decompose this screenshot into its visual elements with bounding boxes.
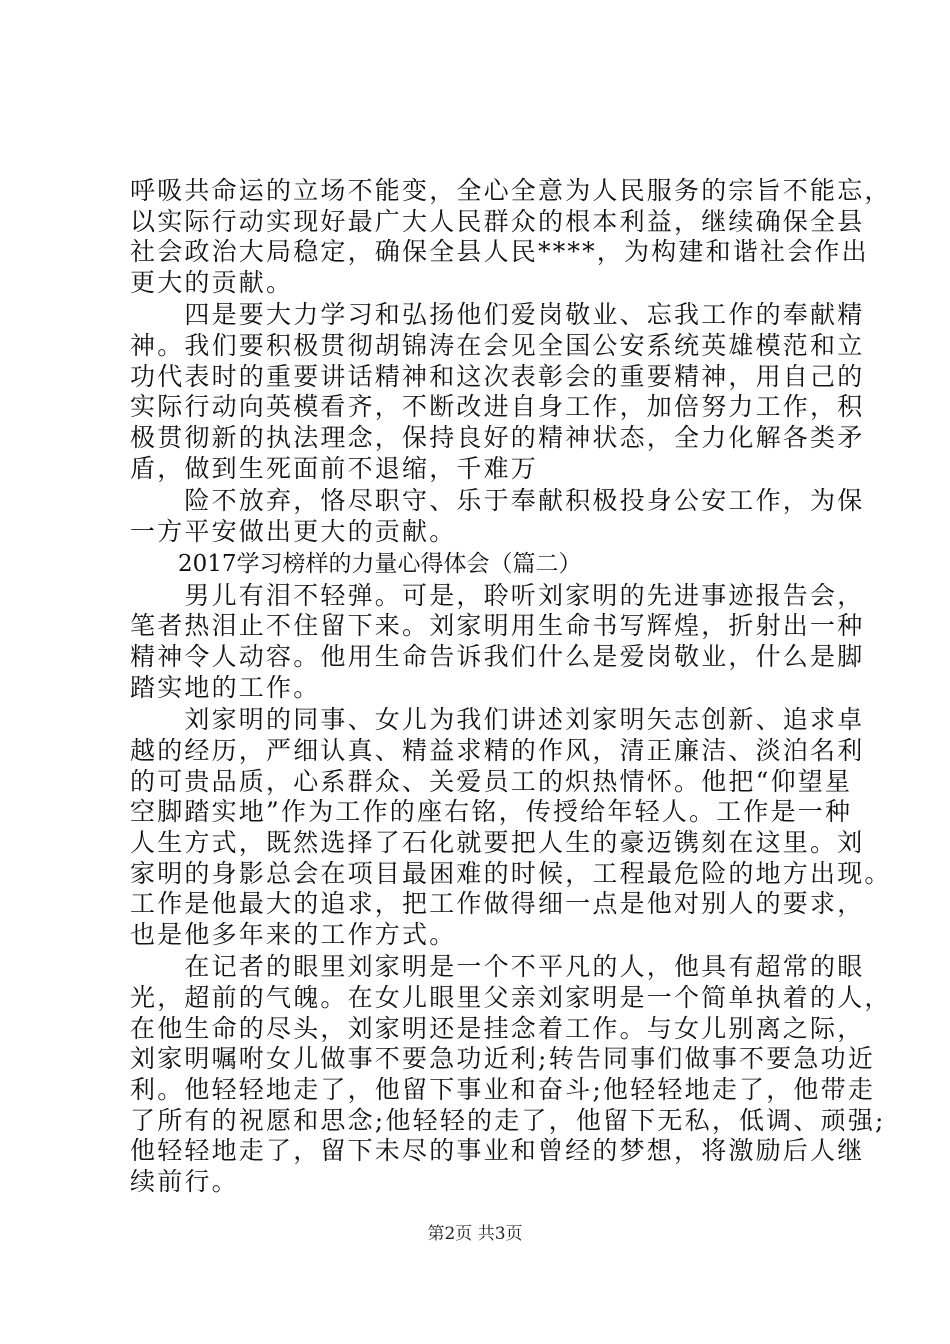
text-line: 踏实地的工作。 (130, 673, 321, 702)
text-line: 男儿有泪不轻弹。可是，聆听刘家明的先进事迹报告会， (130, 581, 865, 610)
text-line: 在记者的眼里刘家明是一个不平凡的人，他具有超常的眼 (130, 952, 865, 981)
text-line: 以实际行动实现好最广大人民群众的根本利益，继续确保全县 (130, 207, 865, 236)
text-line: 也是他多年来的工作方式。 (130, 920, 457, 949)
text-line: 精神令人动容。他用生命告诉我们什么是爱岗敬业，什么是脚 (130, 642, 865, 671)
text-line: 四是要大力学习和弘扬他们爱岗敬业、忘我工作的奉献精 (130, 300, 865, 329)
text-line: 社会政治大局稳定，确保全县人民****，为构建和谐社会作出 (130, 237, 869, 266)
text-line: 的可贵品质，心系群众、关爱员工的炽热情怀。他把“仰望星 (130, 767, 853, 796)
text-line: 实际行动向英模看齐，不断改进自身工作，加倍努力工作，积 (130, 392, 865, 421)
text-line: 刘家明嘱咐女儿做事不要急功近利;转告同事们做事不要急功近 (130, 1044, 876, 1073)
text-line: 险不放弃，恪尽职守、乐于奉献积极投身公安工作，为保 (130, 486, 865, 515)
text-line: 他轻轻地走了，留下未尽的事业和曾经的梦想，将激励后人继 (130, 1136, 865, 1165)
text-line: 刘家明的同事、女儿为我们讲述刘家明矢志创新、追求卓 (130, 705, 865, 734)
text-line: 空脚踏实地”作为工作的座右铭，传授给年轻人。工作是一种 (130, 797, 853, 826)
section-heading: 2017学习榜样的力量心得体会（篇二） (178, 551, 582, 577)
text-line: 功代表时的重要讲话精神和这次表彰会的重要精神，用自己的 (130, 362, 865, 391)
text-line: 工作是他最大的追求，把工作做得细一点是他对别人的要求， (130, 889, 865, 918)
text-line: 人生方式，既然选择了石化就要把人生的豪迈镌刻在这里。刘 (130, 828, 865, 857)
text-line: 越的经历，严细认真、精益求精的作风，清正廉洁、淡泊名利 (130, 736, 865, 765)
text-line: 在他生命的尽头，刘家明还是挂念着工作。与女儿别离之际， (130, 1014, 865, 1043)
text-line: 光，超前的气魄。在女儿眼里父亲刘家明是一个简单执着的人， (130, 983, 892, 1012)
page-footer: 第2页 共3页 (427, 1224, 523, 1244)
text-line: 神。我们要积极贯彻胡锦涛在会见全国公安系统英雄模范和立 (130, 331, 865, 360)
text-line: 呼吸共命运的立场不能变，全心全意为人民服务的宗旨不能忘， (130, 176, 892, 205)
text-line: 利。他轻轻地走了，他留下事业和奋斗;他轻轻地走了，他带走 (130, 1075, 876, 1104)
text-line: 更大的贡献。 (130, 268, 294, 297)
text-line: 盾，做到生死面前不退缩，千难万 (130, 454, 539, 483)
text-line: 续前行。 (130, 1167, 239, 1196)
text-line: 家明的身影总会在项目最困难的时候，工程最危险的地方出现。 (130, 859, 892, 888)
text-line: 一方平安做出更大的贡献。 (130, 517, 457, 546)
text-line: 极贯彻新的执法理念，保持良好的精神状态，全力化解各类矛 (130, 423, 865, 452)
text-line: 笔者热泪止不住留下来。刘家明用生命书写辉煌，折射出一种 (130, 611, 865, 640)
text-line: 了所有的祝愿和思念;他轻轻的走了，他留下无私，低调、顽强; (130, 1106, 886, 1135)
